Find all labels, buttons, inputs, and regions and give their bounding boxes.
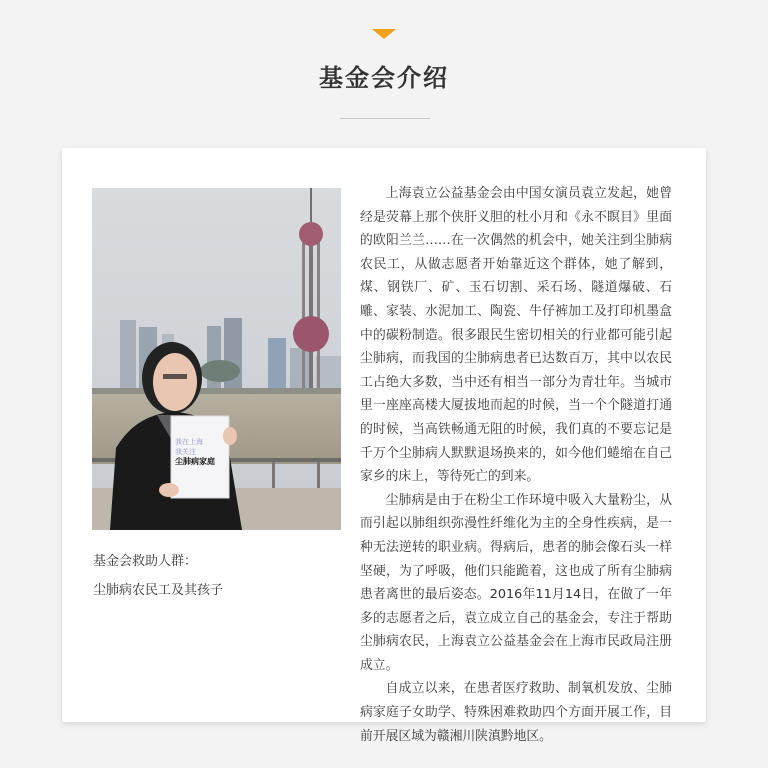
title-divider [340,118,430,119]
sign-line-2: 我关注 [175,448,196,456]
aid-group-value: 尘肺病农民工及其孩子 [93,583,224,598]
triangle-down-icon [372,29,396,39]
intro-paragraph-2: 尘肺病是由于在粉尘工作环境中吸入大量粉尘，从而引起以肺组织弥漫性纤维化为主的全身性疾病，是一种无法逆转的职业病。得病后，患者的肺会像石头一样坚硬，为了呼吸，他们只能跪着，这也成了所有尘肺病患者离世的最后姿态。2016年11月14日，在做了一年多的志愿者之后，袁立成立自己的基金会，专注于帮助尘肺病农民，上海袁立公益基金会在上海市民政局注册成立。 [360,492,672,673]
photo-illustration [92,188,341,530]
sign-line-3: 尘肺病家庭 [175,457,215,466]
sign-text [175,437,231,467]
aid-group-label: 基金会救助人群： [93,554,198,569]
founder-photo [92,188,341,530]
sign-line-1: 我在上海 [175,438,203,446]
intro-text [360,182,672,748]
intro-paragraph-1: 上海袁立公益基金会由中国女演员袁立发起，她曾经是荧幕上那个侠肝义胆的杜小月和《永不瞑目》里面的欧阳兰兰……在一次偶然的机会中，她关注到尘肺病农民工，从做志愿者开始靠近这个群体，她了解到，煤、钢铁厂、矿、玉石切割、采石场、隧道爆破、石雕、家装、水泥加工、陶瓷、牛仔裤加工及打印机墨盒中的碳粉制造。很多跟民生密切相关的行业都可能引起尘肺病，而我国的尘肺病患者已达数百万，其中以农民工占绝大多数，当中还有相当一部分为青壮年。当城市里一座座高楼大厦拔地而起的时候，当一个个隧道打通的时候，当高铁畅通无阻的时候，我们真的不要忘记是千万个尘肺病人默默退场换来的，如今他们蜷缩在自己家乡的床上，等待死亡的到来。 [360,186,672,485]
page-title: 基金会介绍 [319,64,449,92]
intro-paragraph-3: 自成立以来，在患者医疗救助、制氧机发放、尘肺病家庭子女助学、特殊困难救助四个方面开展工作，目前开展区域为赣湘川陕滇黔地区。 [360,681,672,744]
